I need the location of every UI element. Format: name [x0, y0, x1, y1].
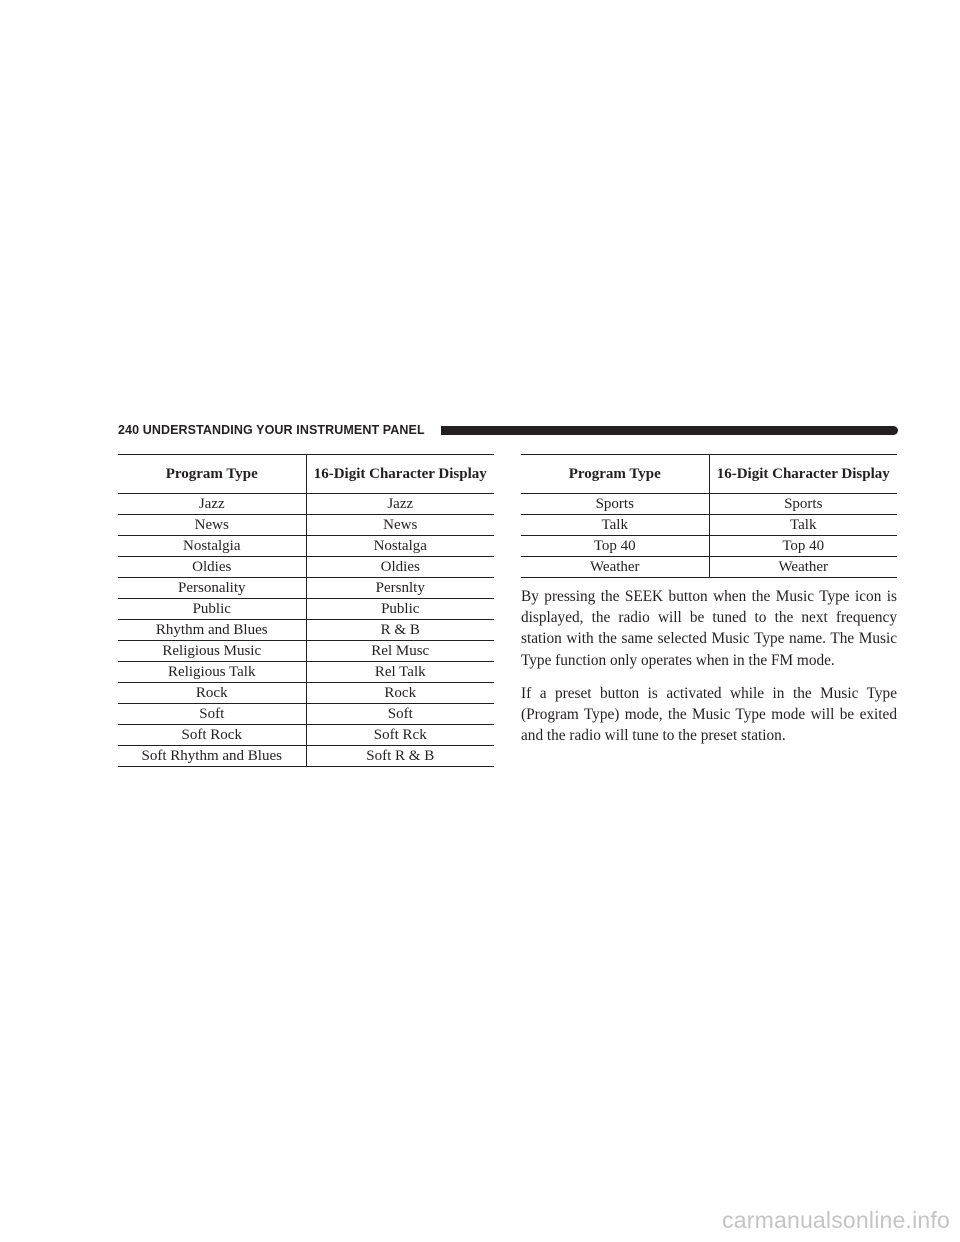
display-cell: Jazz: [306, 494, 494, 515]
program-type-cell: News: [118, 515, 306, 536]
program-type-cell: Religious Talk: [118, 662, 306, 683]
program-type-cell: Weather: [521, 557, 709, 578]
display-cell: Soft Rck: [306, 725, 494, 746]
table-row: [521, 536, 897, 557]
table-row: [118, 746, 494, 767]
display-cell: Rel Musc: [306, 641, 494, 662]
table-row: [118, 662, 494, 683]
table-row: [521, 515, 897, 536]
program-type-cell: Religious Music: [118, 641, 306, 662]
display-cell: Oldies: [306, 557, 494, 578]
program-type-table-right: [521, 454, 897, 578]
watermark: carmanualsonline.info: [722, 1207, 950, 1233]
display-cell: Public: [306, 599, 494, 620]
display-cell: Weather: [709, 557, 897, 578]
display-cell: Sports: [709, 494, 897, 515]
table-row: [118, 557, 494, 578]
program-type-cell: Soft: [118, 704, 306, 725]
header-rule: [441, 426, 898, 435]
table-row: [118, 578, 494, 599]
display-cell: Talk: [709, 515, 897, 536]
program-type-cell: Talk: [521, 515, 709, 536]
table-row: [118, 683, 494, 704]
program-type-cell: Sports: [521, 494, 709, 515]
table-row: [118, 515, 494, 536]
program-type-cell: Personality: [118, 578, 306, 599]
body-paragraph-preset: If a preset button is activated while in the Music Type (Program Type) mode, the Music Type mode will be exited and the radio will tune to the preset station.: [521, 685, 897, 745]
display-cell: Rock: [306, 683, 494, 704]
display-cell: Rel Talk: [306, 662, 494, 683]
column-header-character-display: 16-Digit Character Display: [709, 455, 897, 494]
table-header-row: [118, 455, 494, 494]
display-cell: Nostalga: [306, 536, 494, 557]
table-row: [118, 599, 494, 620]
table-row: [118, 641, 494, 662]
table-header-row: [521, 455, 897, 494]
program-type-cell: Jazz: [118, 494, 306, 515]
display-cell: Soft: [306, 704, 494, 725]
page-header: [118, 421, 898, 439]
program-type-cell: Rock: [118, 683, 306, 704]
table-row: [118, 536, 494, 557]
table-row: [118, 620, 494, 641]
program-type-cell: Rhythm and Blues: [118, 620, 306, 641]
program-type-cell: Soft Rock: [118, 725, 306, 746]
display-cell: News: [306, 515, 494, 536]
program-type-cell: Public: [118, 599, 306, 620]
table-row: [118, 725, 494, 746]
table-row: [521, 494, 897, 515]
program-type-table-left: [118, 454, 494, 767]
body-paragraph-seek: By pressing the SEEK button when the Music Type icon is displayed, the radio will be tuned to the next frequency station with the same selected Music Type name. The Music Type function only operates when in the FM mode.: [521, 588, 897, 669]
column-header-program-type: Program Type: [521, 455, 709, 494]
column-header-character-display: 16-Digit Character Display: [306, 455, 494, 494]
program-type-cell: Soft Rhythm and Blues: [118, 746, 306, 767]
column-header-program-type: Program Type: [118, 455, 306, 494]
display-cell: Persnlty: [306, 578, 494, 599]
table-row: [118, 494, 494, 515]
display-cell: Top 40: [709, 536, 897, 557]
program-type-cell: Top 40: [521, 536, 709, 557]
table-row: [521, 557, 897, 578]
page-header-text: 240 UNDERSTANDING YOUR INSTRUMENT PANEL: [118, 423, 425, 437]
table-row: [118, 704, 494, 725]
display-cell: Soft R & B: [306, 746, 494, 767]
program-type-cell: Nostalgia: [118, 536, 306, 557]
display-cell: R & B: [306, 620, 494, 641]
program-type-cell: Oldies: [118, 557, 306, 578]
